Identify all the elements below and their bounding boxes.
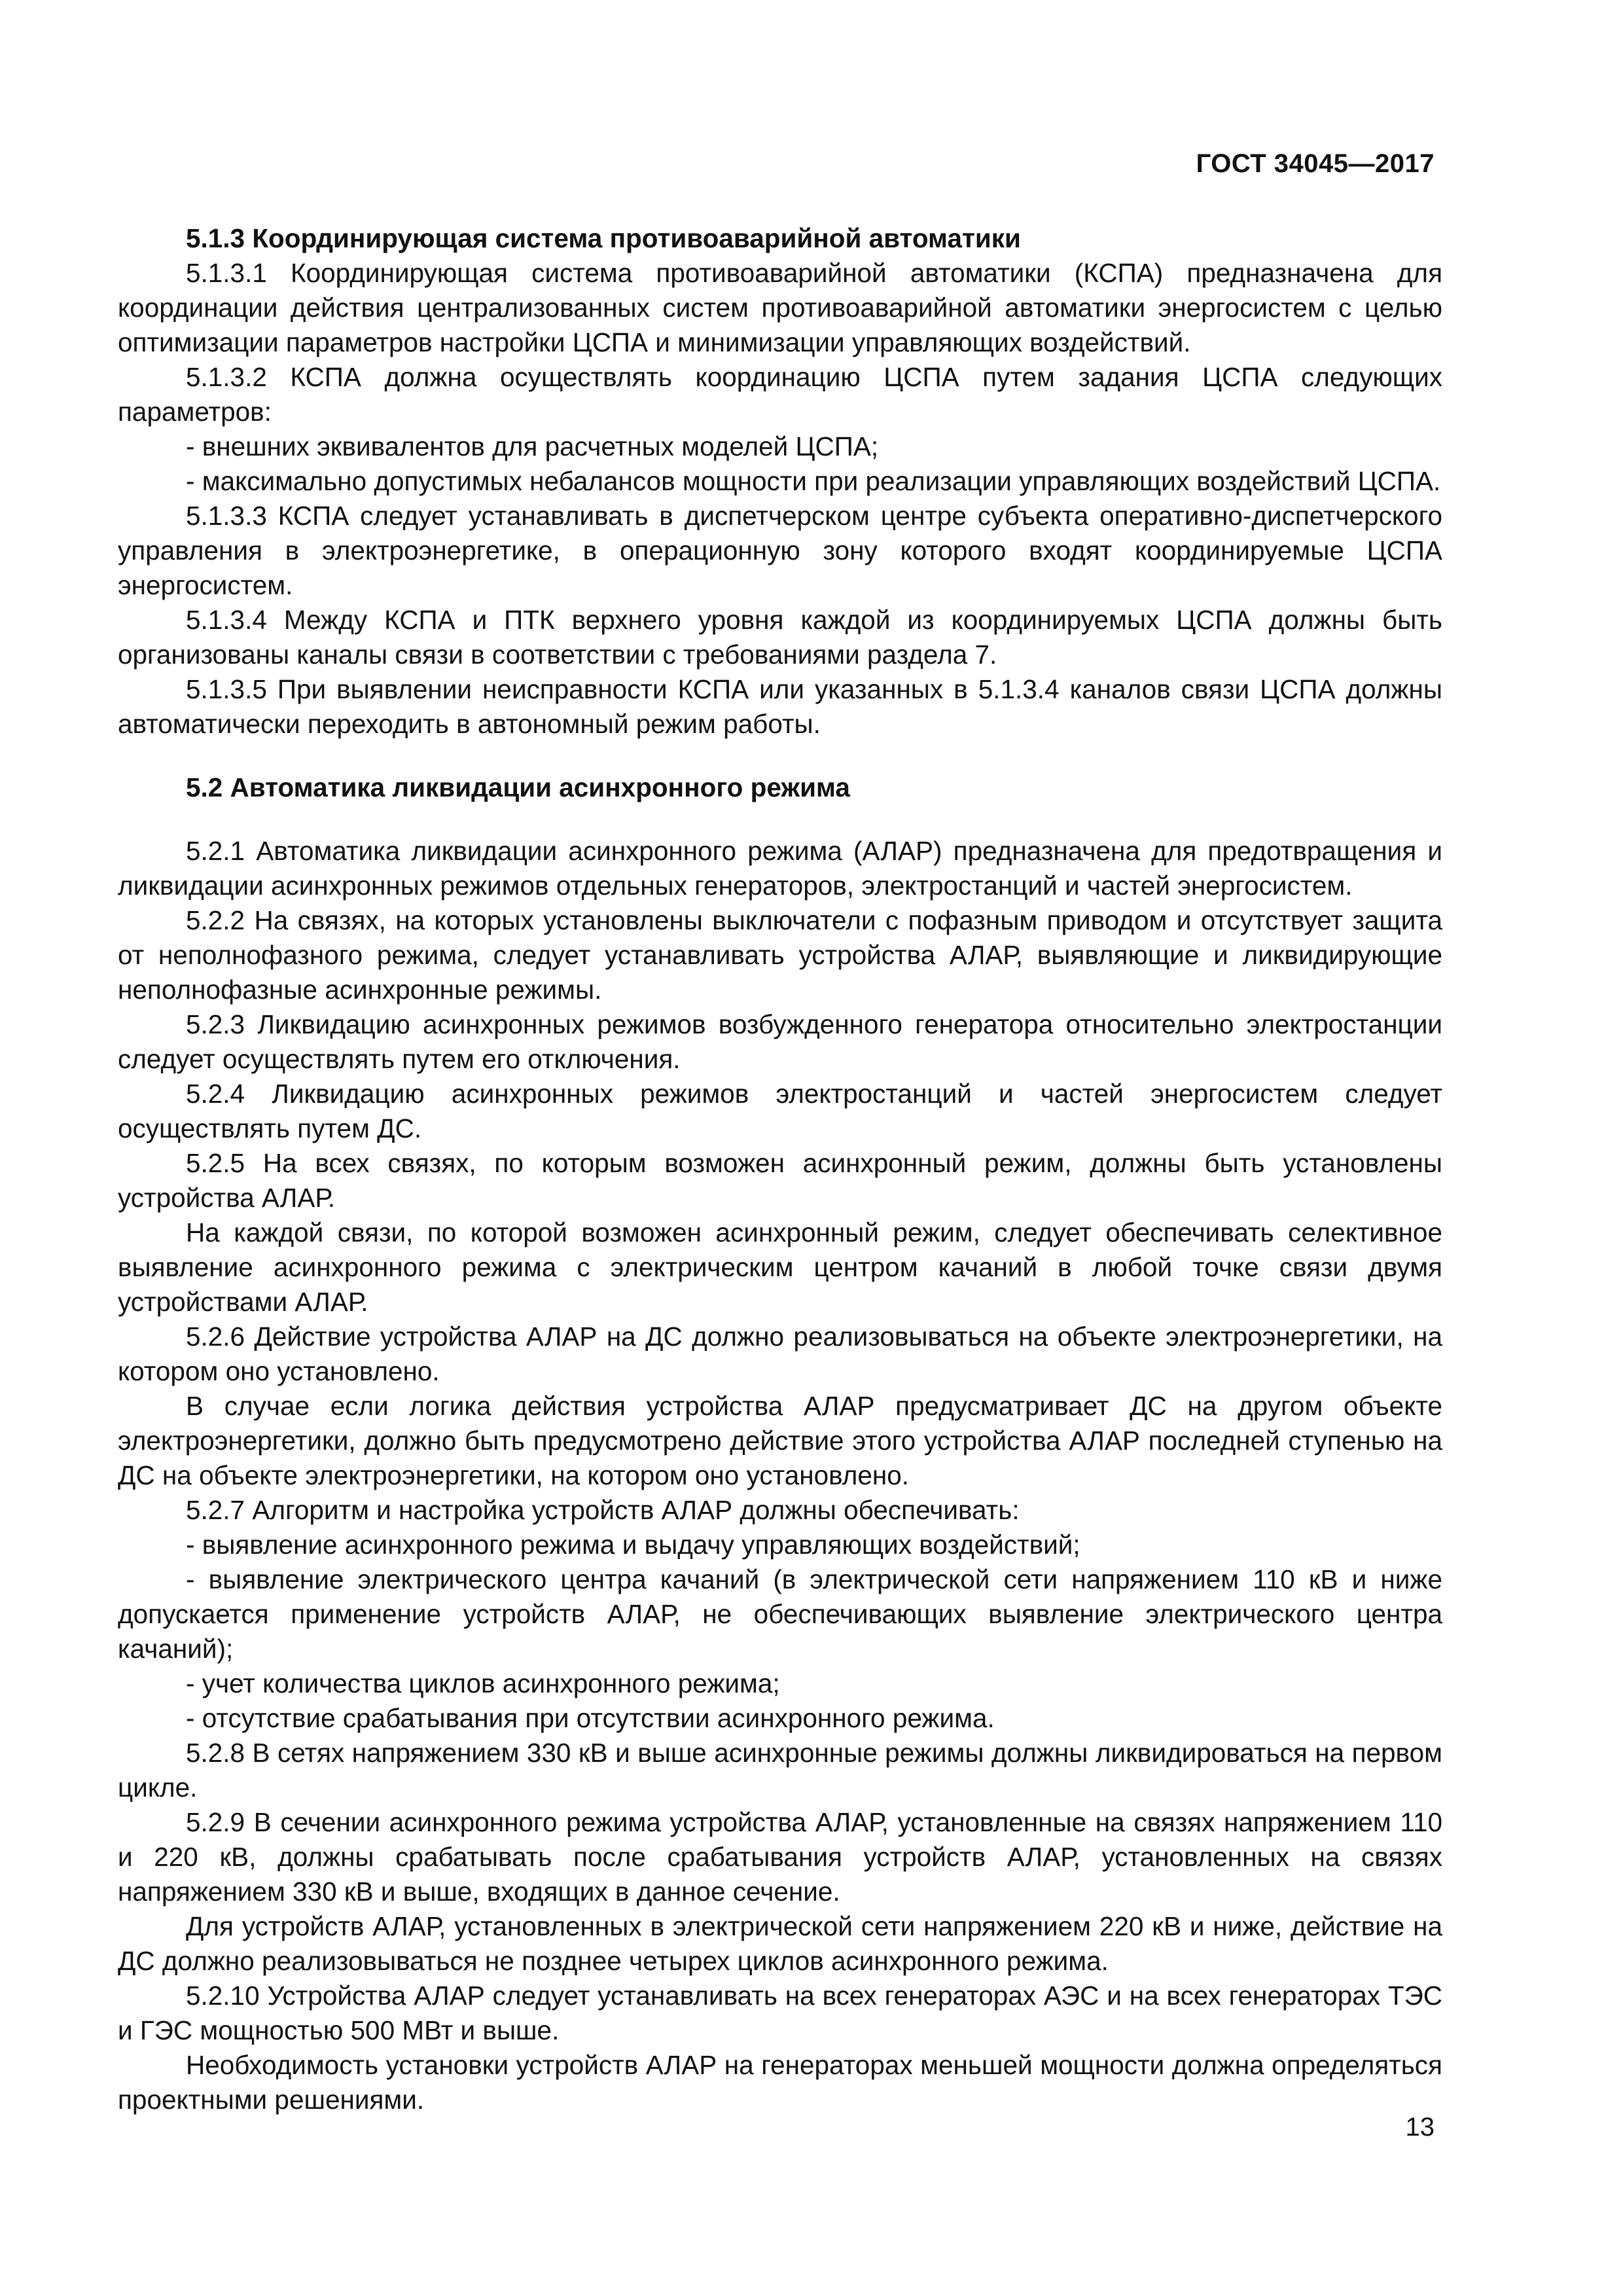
paragraph: На каждой связи, по которой возможен асинхронный режим, следует обеспечивать селективное выявление асинхронного режима с электрическим центром качаний в любой точке связи двумя устройствами АЛАР. (118, 1217, 1442, 1317)
section-spacer (118, 742, 1442, 770)
paragraph: 5.2.9 В сечении асинхронного режима устройства АЛАР, установленные на связях напряжением 110 и 220 кВ, должны срабатывать после срабатывания устройств АЛАР, установленных на связях напряжением 330 кВ и выше, входящих в данное сечение. (118, 1807, 1442, 1907)
paragraph: 5.2.6 Действие устройства АЛАР на ДС должно реализовываться на объекте электроэнергетики, на котором оно установлено. (118, 1321, 1442, 1386)
paragraph: 5.2.1 Автоматика ликвидации асинхронного режима (АЛАР) предназначена для предотвращения и ликвидации асинхронных режимов отдельных генераторов, электростанций и частей энергосистем. (118, 836, 1442, 901)
paragraph: 5.1.3.5 При выявлении неисправности КСПА или указанных в 5.1.3.4 каналов связи ЦСПА должны автоматически переходить в автономный режим работы. (118, 674, 1442, 739)
page-number: 13 (1405, 2113, 1435, 2142)
list-item: - выявление асинхронного режима и выдачу управляющих воздействий; (186, 1530, 1080, 1560)
paragraph: 5.2.5 На всех связях, по которым возможен асинхронный режим, должны быть установлены устройства АЛАР. (118, 1148, 1442, 1213)
document-header: ГОСТ 34045—2017 (1196, 149, 1435, 178)
list-item: - учет количества циклов асинхронного режима; (186, 1668, 780, 1698)
paragraph: 5.2.4 Ликвидацию асинхронных режимов электростанций и частей энергосистем следует осуществлять путем ДС. (118, 1079, 1442, 1143)
document-body (118, 221, 1442, 2117)
paragraph: 5.2.2 На связях, на которых установлены выключатели с пофазным приводом и отсутствует защита от неполнофазного режима, следует устанавливать устройства АЛАР, выявляющие и ликвидирующие неполнофазные асинхронные режимы. (118, 905, 1442, 1005)
paragraph: 5.1.3.1 Координирующая система противоаварийной автоматики (КСПА) предназначена для координации действия централизованных систем противоаварийной автоматики энергосистем с целью оптимизации параметров настройки ЦСПА и минимизации управляющих воздействий. (118, 258, 1442, 357)
section-heading-5-2: 5.2 Автоматика ликвидации асинхронного режима (186, 772, 850, 802)
list-item: - выявление электрического центра качаний (в электрической сети напряжением 110 кВ и ниже допускается применение устройств АЛАР, не обеспечивающих выявление электрического центра качаний); (118, 1564, 1442, 1664)
list-item: - максимально допустимых небалансов мощности при реализации управляющих воздействий ЦСПА. (186, 466, 1441, 496)
paragraph: 5.1.3.3 КСПА следует устанавливать в диспетчерском центре субъекта оперативно-диспетчерского управления в электроэнергетике, в операционную зону которого входят координируемые ЦСПА энергосистем. (118, 501, 1442, 600)
section-heading-5-1-3: 5.1.3 Координирующая система противоаварийной автоматики (186, 223, 1021, 253)
paragraph: 5.2.10 Устройства АЛАР следует устанавливать на всех генераторах АЭС и на всех генераторах ТЭС и ГЭС мощностью 500 МВт и выше. (118, 1981, 1442, 2045)
paragraph: 5.2.7 Алгоритм и настройка устройств АЛАР должны обеспечивать: (186, 1495, 1020, 1525)
paragraph: 5.2.3 Ликвидацию асинхронных режимов возбужденного генератора относительно электростанции следует осуществлять путем его отключения. (118, 1009, 1442, 1074)
section-spacer (118, 805, 1442, 834)
paragraph: Необходимость установки устройств АЛАР на генераторах меньшей мощности должна определяться проектными решениями. (118, 2050, 1442, 2115)
paragraph: 5.1.3.2 КСПА должна осуществлять координацию ЦСПА путем задания ЦСПА следующих параметров: (118, 362, 1442, 427)
paragraph: В случае если логика действия устройства АЛАР предусматривает ДС на другом объекте электроэнергетики, должно быть предусмотрено действие этого устройства АЛАР последней ступенью на ДС на объекте электроэнергетики, на котором оно установлено. (118, 1391, 1442, 1490)
list-item: - отсутствие срабатывания при отсутствии асинхронного режима. (186, 1703, 995, 1733)
list-item: - внешних эквивалентов для расчетных моделей ЦСПА; (186, 431, 879, 461)
paragraph: Для устройств АЛАР, установленных в электрической сети напряжением 220 кВ и ниже, действие на ДС должно реализовываться не позднее четырех циклов асинхронного режима. (118, 1911, 1442, 1976)
paragraph: 5.2.8 В сетях напряжением 330 кВ и выше асинхронные режимы должны ликвидироваться на первом цикле. (118, 1738, 1442, 1803)
paragraph: 5.1.3.4 Между КСПА и ПТК верхнего уровня каждой из координируемых ЦСПА должны быть организованы каналы связи в соответствии с требованиями раздела 7. (118, 605, 1442, 670)
